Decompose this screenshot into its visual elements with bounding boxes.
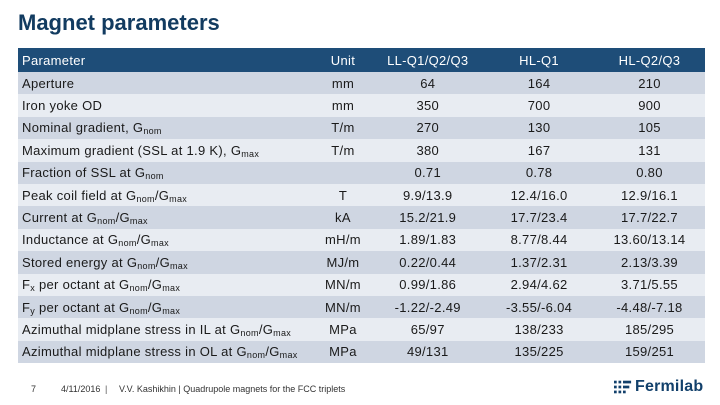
- cell-ll-q1-q2-q3: 49/131: [371, 341, 484, 363]
- fermilab-logo-icon: [614, 378, 632, 396]
- cell-hl-q2-q3: 3.71/5.55: [594, 274, 705, 296]
- parameter-subscript: nom: [143, 126, 162, 137]
- cell-ll-q1-q2-q3: 64: [371, 72, 484, 94]
- parameter-text: Peak coil field at G: [22, 187, 137, 203]
- parameter-text: Iron yoke OD: [22, 98, 103, 114]
- parameter-subscript: nom: [240, 327, 259, 338]
- parameter-text: /G: [155, 254, 170, 270]
- cell-unit: mm: [315, 94, 372, 116]
- table-row: [18, 72, 705, 94]
- parameter-text: /G: [115, 210, 130, 226]
- table-row: [18, 184, 705, 206]
- cell-parameter: [18, 117, 315, 139]
- parameter-subscript: nom: [136, 193, 155, 204]
- magnet-parameters-table: [18, 48, 705, 363]
- parameter-subscript: max: [279, 350, 298, 361]
- parameter-subscript: nom: [129, 305, 148, 316]
- footer: [0, 376, 720, 402]
- cell-hl-q2-q3: 17.7/22.7: [594, 206, 705, 228]
- cell-unit: T/m: [315, 117, 372, 139]
- parameter-subscript: max: [169, 193, 188, 204]
- parameter-subscript: max: [129, 216, 148, 227]
- cell-ll-q1-q2-q3: 15.2/21.9: [371, 206, 484, 228]
- cell-hl-q2-q3: 2.13/3.39: [594, 251, 705, 273]
- parameter-text: /G: [136, 232, 152, 248]
- parameter-text: F: [22, 299, 31, 315]
- cell-hl-q2-q3: -4.48/-7.18: [594, 296, 705, 318]
- parameter-text: Stored energy at G: [22, 254, 138, 270]
- cell-hl-q1: 8.77/8.44: [484, 229, 594, 251]
- cell-unit: mH/m: [315, 229, 372, 251]
- cell-unit: MJ/m: [315, 251, 372, 273]
- table-row: [18, 318, 705, 340]
- parameter-subscript: y: [30, 305, 36, 316]
- cell-parameter: [18, 251, 315, 273]
- cell-ll-q1-q2-q3: 65/97: [371, 318, 484, 340]
- parameter-subscript: nom: [118, 238, 137, 249]
- cell-hl-q1: -3.55/-6.04: [484, 296, 594, 318]
- table-row: [18, 206, 705, 228]
- cell-hl-q2-q3: 159/251: [594, 341, 705, 363]
- cell-hl-q1: 164: [484, 72, 594, 94]
- parameter-text: Current at G: [22, 210, 98, 226]
- cell-hl-q2-q3: 185/295: [594, 318, 705, 340]
- cell-parameter: [18, 274, 315, 296]
- table-row: [18, 341, 705, 363]
- cell-parameter: [18, 318, 315, 340]
- parameter-subscript: max: [162, 305, 181, 316]
- header-parameter: Parameter: [18, 48, 315, 72]
- cell-parameter: [18, 296, 315, 318]
- cell-parameter: [18, 184, 315, 206]
- cell-hl-q1: 1.37/2.31: [484, 251, 594, 273]
- cell-hl-q2-q3: 0.80: [594, 162, 705, 184]
- parameter-text: Aperture: [22, 75, 75, 91]
- cell-ll-q1-q2-q3: -1.22/-2.49: [371, 296, 484, 318]
- cell-unit: MN/m: [315, 274, 372, 296]
- cell-hl-q2-q3: 900: [594, 94, 705, 116]
- cell-ll-q1-q2-q3: 350: [371, 94, 484, 116]
- cell-hl-q1: 2.94/4.62: [484, 274, 594, 296]
- cell-ll-q1-q2-q3: 0.71: [371, 162, 484, 184]
- cell-unit: T/m: [315, 139, 372, 161]
- cell-hl-q1: 138/233: [484, 318, 594, 340]
- cell-ll-q1-q2-q3: 0.22/0.44: [371, 251, 484, 273]
- fermilab-logo-text: Fermilab: [635, 378, 704, 395]
- parameter-text: F: [22, 277, 31, 293]
- parameter-text: /G: [258, 321, 274, 337]
- cell-unit: MPa: [315, 341, 372, 363]
- cell-ll-q1-q2-q3: 380: [371, 139, 484, 161]
- parameter-subscript: x: [30, 283, 36, 294]
- cell-unit: mm: [315, 72, 372, 94]
- header-ll-q1-q2-q3: LL-Q1/Q2/Q3: [371, 48, 484, 72]
- cell-parameter: [18, 72, 315, 94]
- footer-credit: V.V. Kashikhin | Quadrupole magnets for the FCC triplets: [119, 384, 346, 394]
- footer-separator: |: [105, 384, 108, 394]
- parameter-text: Azimuthal midplane stress in IL at G: [22, 321, 241, 337]
- cell-unit: kA: [315, 206, 372, 228]
- cell-parameter: [18, 139, 315, 161]
- parameter-subscript: max: [151, 238, 169, 249]
- cell-hl-q2-q3: 210: [594, 72, 705, 94]
- header-hl-q1: HL-Q1: [484, 48, 594, 72]
- cell-ll-q1-q2-q3: 270: [371, 117, 484, 139]
- parameter-subscript: nom: [129, 283, 148, 294]
- cell-ll-q1-q2-q3: 0.99/1.86: [371, 274, 484, 296]
- parameter-text: Maximum gradient (SSL at 1.9 K), G: [22, 142, 242, 158]
- cell-hl-q1: 12.4/16.0: [484, 184, 594, 206]
- table-row: [18, 94, 705, 116]
- parameter-subscript: max: [241, 148, 260, 159]
- cell-hl-q1: 17.7/23.4: [484, 206, 594, 228]
- parameter-text: Nominal gradient, G: [22, 120, 144, 136]
- cell-hl-q1: 700: [484, 94, 594, 116]
- table-header-row: [18, 48, 705, 72]
- page-title: Magnet parameters: [18, 10, 220, 35]
- parameter-text: /G: [265, 344, 280, 360]
- parameter-text: /G: [147, 277, 163, 293]
- cell-ll-q1-q2-q3: 1.89/1.83: [371, 229, 484, 251]
- cell-hl-q1: 167: [484, 139, 594, 161]
- table-row: [18, 139, 705, 161]
- cell-hl-q2-q3: 12.9/16.1: [594, 184, 705, 206]
- parameter-text: /G: [154, 187, 170, 203]
- parameter-subscript: nom: [137, 260, 156, 271]
- cell-parameter: [18, 94, 315, 116]
- cell-hl-q1: 135/225: [484, 341, 594, 363]
- cell-unit: T: [315, 184, 372, 206]
- parameter-subscript: max: [162, 283, 181, 294]
- cell-hl-q2-q3: 13.60/13.14: [594, 229, 705, 251]
- cell-parameter: [18, 229, 315, 251]
- header-unit: Unit: [315, 48, 372, 72]
- parameter-subscript: nom: [145, 171, 164, 182]
- table-row: [18, 162, 705, 184]
- cell-parameter: [18, 341, 315, 363]
- table-row: [18, 117, 705, 139]
- parameter-text: Azimuthal midplane stress in OL at G: [22, 344, 247, 360]
- parameter-subscript: nom: [246, 350, 266, 361]
- parameter-text: Fraction of SSL at G: [22, 165, 146, 181]
- cell-parameter: [18, 206, 315, 228]
- cell-unit: [315, 162, 372, 184]
- cell-ll-q1-q2-q3: 9.9/13.9: [371, 184, 484, 206]
- parameter-subscript: max: [273, 327, 292, 338]
- parameter-subscript: max: [170, 260, 188, 271]
- cell-hl-q2-q3: 131: [594, 139, 705, 161]
- cell-hl-q1: 0.78: [484, 162, 594, 184]
- header-hl-q2-q3: HL-Q2/Q3: [594, 48, 705, 72]
- parameter-text: Inductance at G: [22, 232, 119, 248]
- cell-unit: MPa: [315, 318, 372, 340]
- table-row: [18, 229, 705, 251]
- footer-date: 4/11/2016: [61, 384, 101, 394]
- table-row: [18, 251, 705, 273]
- parameter-text: per octant at G: [35, 299, 130, 315]
- table-row: [18, 274, 705, 296]
- table-row: [18, 296, 705, 318]
- parameter-text: per octant at G: [35, 277, 130, 293]
- page-number: 7: [31, 384, 37, 394]
- parameter-text: /G: [147, 299, 163, 315]
- fermilab-logo: [614, 376, 703, 398]
- parameter-subscript: nom: [97, 216, 116, 227]
- cell-unit: MN/m: [315, 296, 372, 318]
- cell-hl-q1: 130: [484, 117, 594, 139]
- cell-hl-q2-q3: 105: [594, 117, 705, 139]
- cell-parameter: [18, 162, 315, 184]
